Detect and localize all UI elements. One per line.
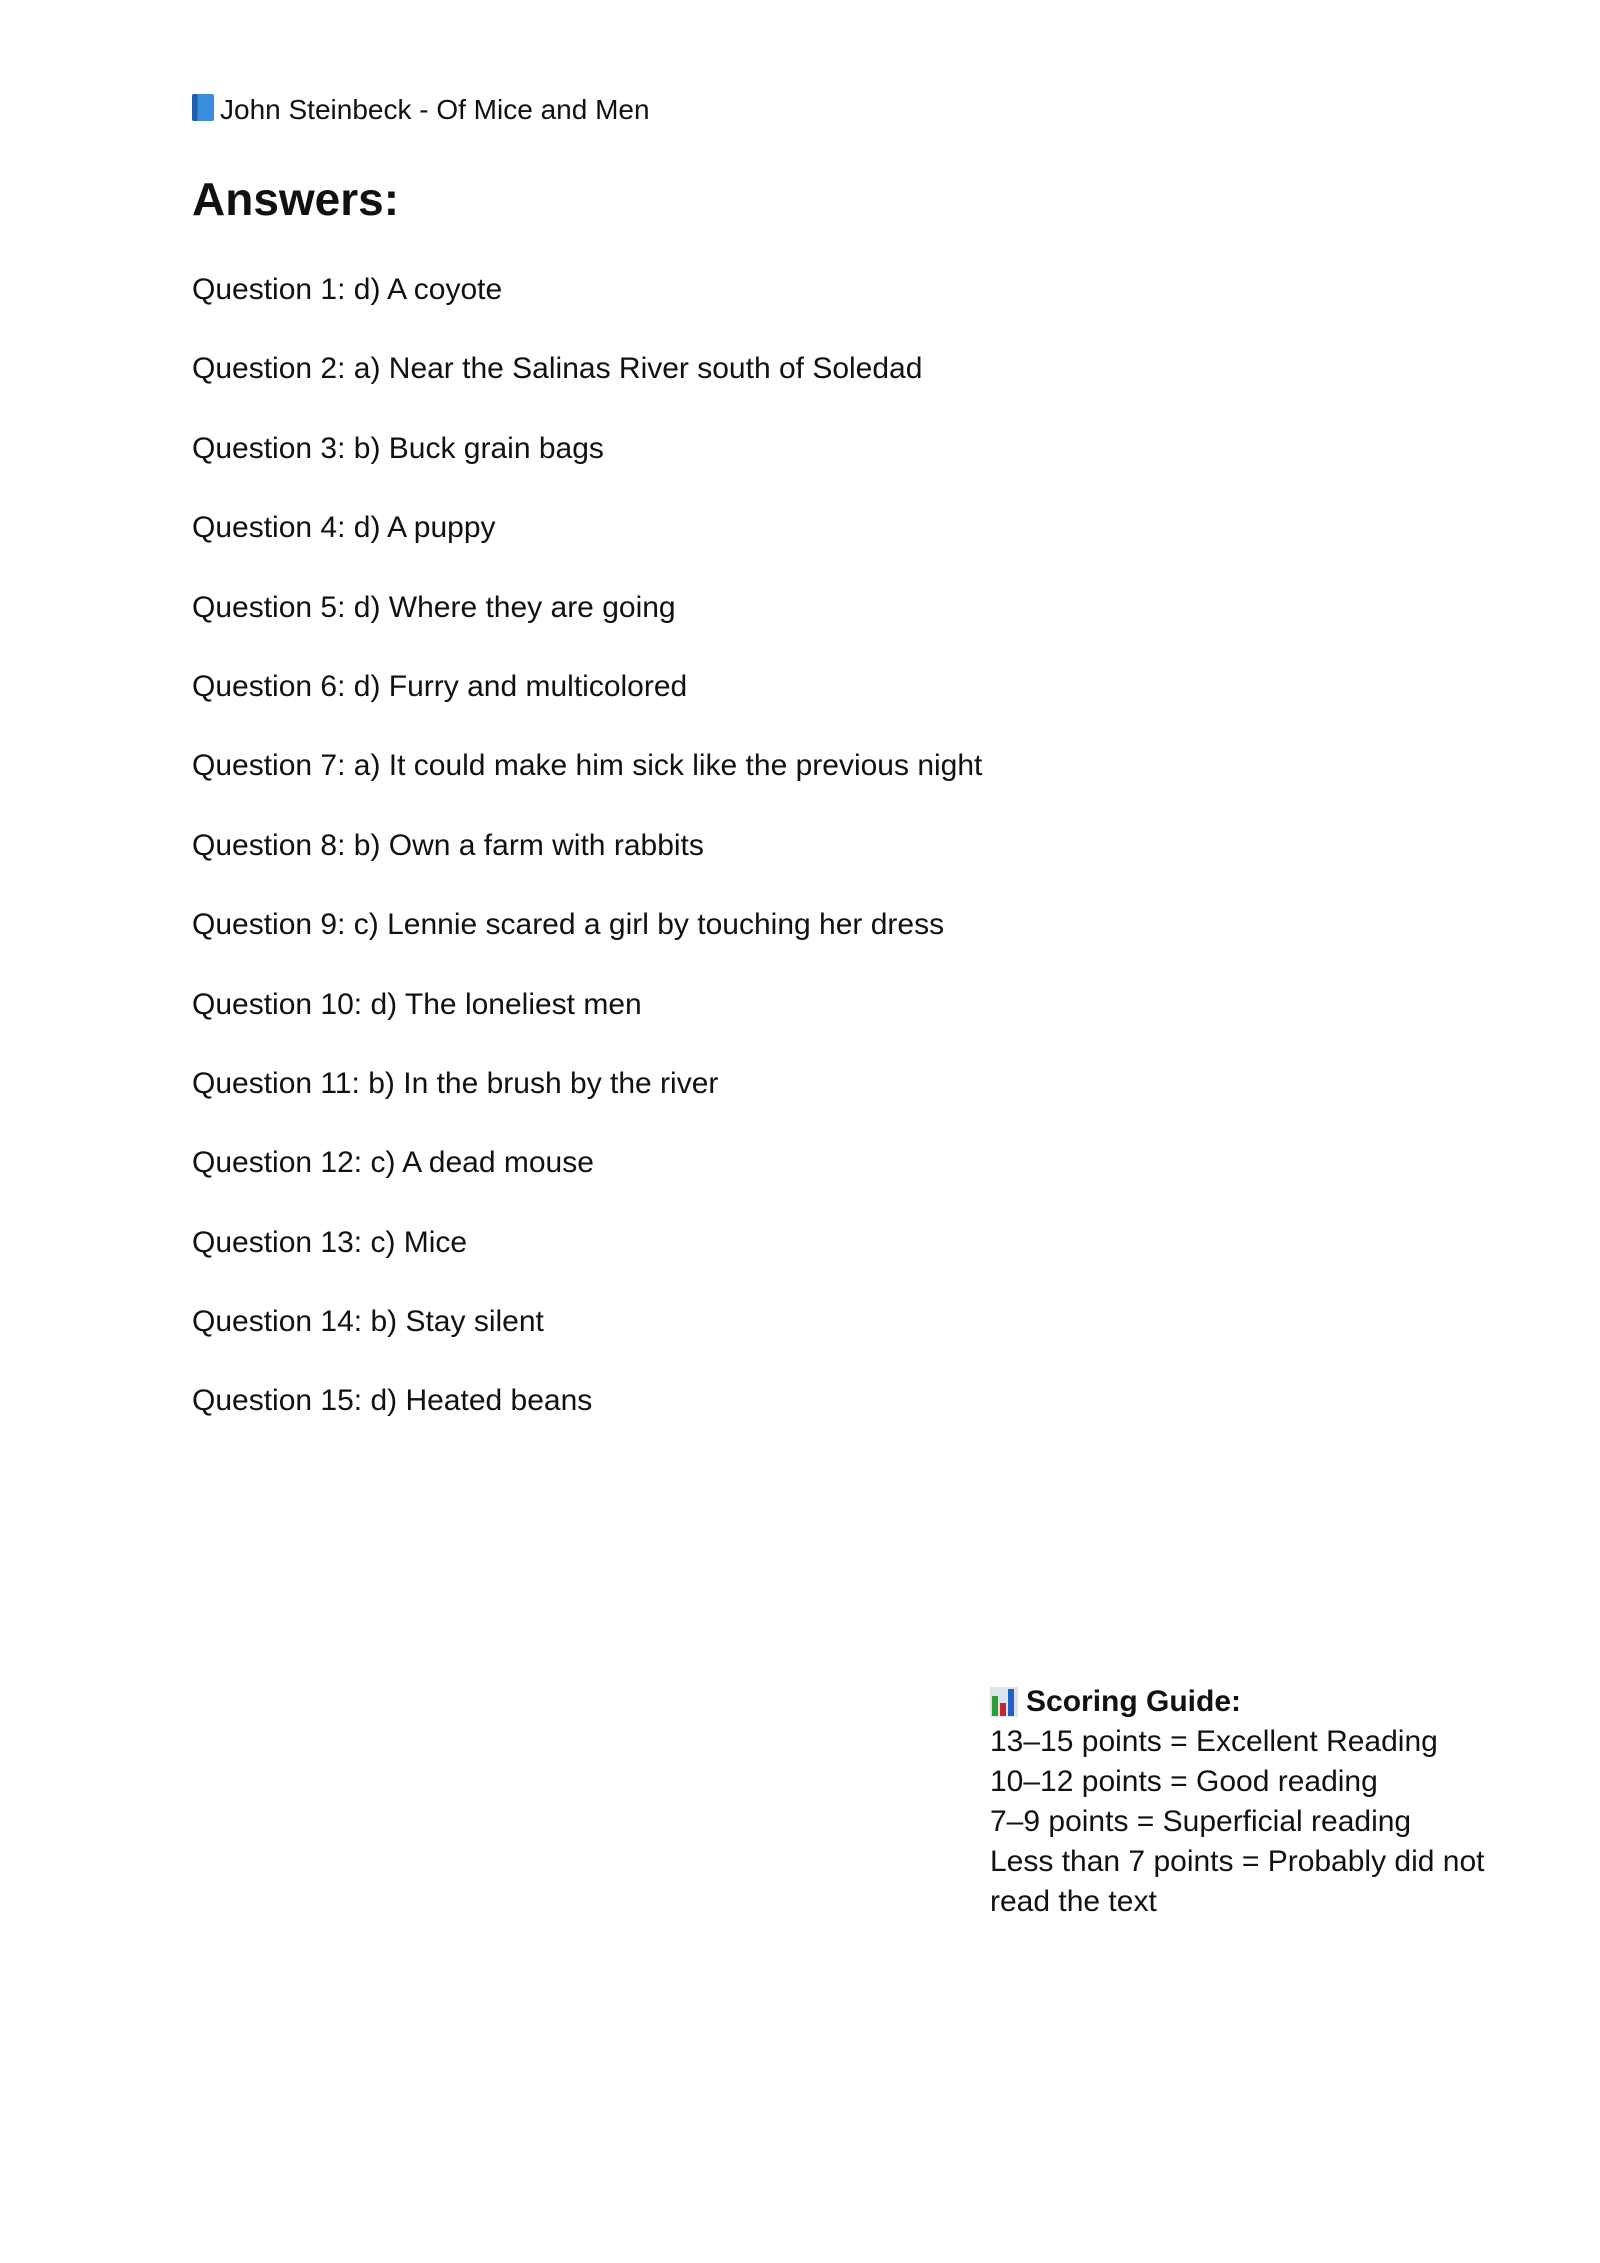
answer-item: Question 6: d) Furry and multicolored xyxy=(192,669,688,703)
answers-heading: Answers: xyxy=(192,173,400,225)
answer-item: Question 14: b) Stay silent xyxy=(192,1305,544,1339)
scoring-guide-heading xyxy=(990,1682,1510,1722)
answer-list xyxy=(192,270,982,1461)
answer-item: Question 13: c) Mice xyxy=(192,1225,468,1259)
scoring-line: 10–12 points = Good reading xyxy=(990,1765,1378,1798)
scoring-guide xyxy=(990,1682,1510,1922)
document-title: John Steinbeck - Of Mice and Men xyxy=(220,94,650,125)
answer-item: Question 11: b) In the brush by the river xyxy=(192,1066,719,1100)
book-icon xyxy=(192,94,214,121)
scoring-guide-title: Scoring Guide: xyxy=(1026,1685,1242,1718)
answer-item: Question 3: b) Buck grain bags xyxy=(192,431,604,465)
document-header xyxy=(192,94,650,126)
answer-item: Question 5: d) Where they are going xyxy=(192,590,676,624)
answer-item: Question 9: c) Lennie scared a girl by touching her dress xyxy=(192,908,945,942)
answer-item: Question 12: c) A dead mouse xyxy=(192,1146,594,1180)
scoring-line: Less than 7 points = Probably did not read the text xyxy=(990,1845,1485,1918)
answer-item: Question 2: a) Near the Salinas River south of Soledad xyxy=(192,352,923,386)
answer-item: Question 10: d) The loneliest men xyxy=(192,987,642,1021)
answer-item: Question 4: d) A puppy xyxy=(192,511,496,545)
answer-item: Question 1: d) A coyote xyxy=(192,273,503,306)
scoring-line: 7–9 points = Superficial reading xyxy=(990,1805,1412,1838)
answer-item: Question 8: b) Own a farm with rabbits xyxy=(192,828,704,862)
answer-item: Question 7: a) It could make him sick like the previous night xyxy=(192,749,983,783)
scoring-line: 13–15 points = Excellent Reading xyxy=(990,1725,1438,1758)
answer-item: Question 15: d) Heated beans xyxy=(192,1384,593,1418)
bar-chart-icon xyxy=(990,1687,1018,1717)
